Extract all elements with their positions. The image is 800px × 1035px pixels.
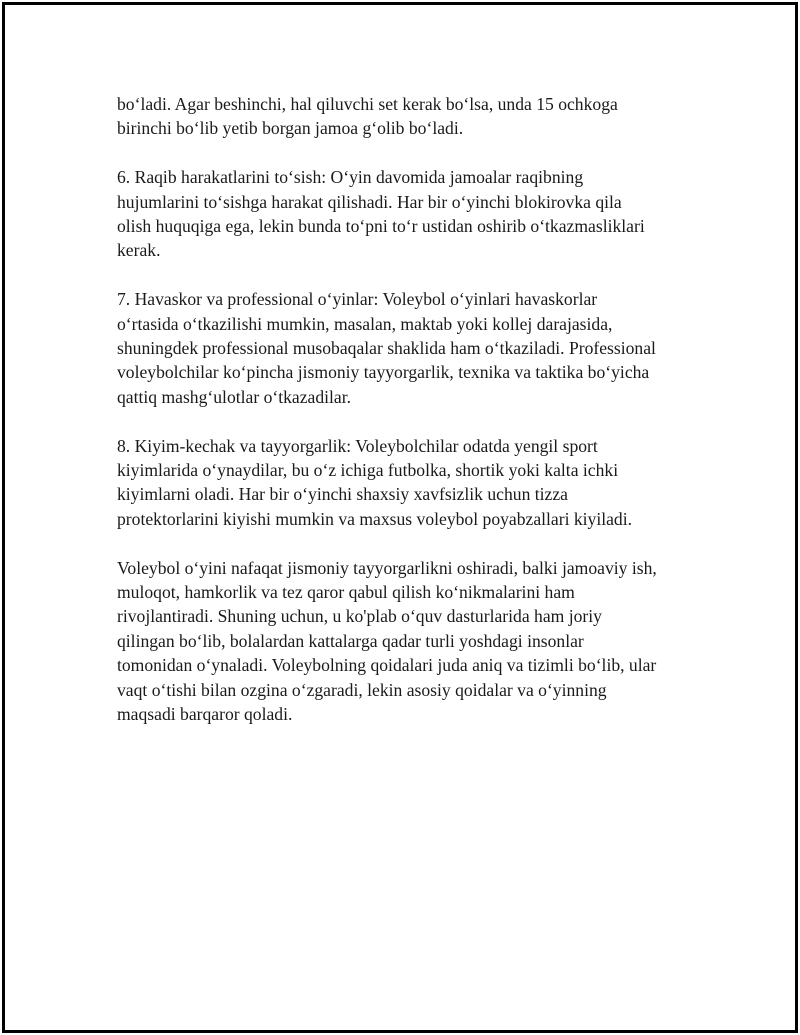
- text-line: kerak.: [117, 240, 161, 261]
- text-line: Voleybol o‘yini nafaqat jismoniy tayyorgarlikni oshiradi, balki jamoaviy ish,: [117, 557, 657, 578]
- paragraph-set-scoring: [117, 92, 692, 141]
- text-line: vaqt o‘tishi bilan ozgina o‘zgaradi, lekin asosiy qoidalar va o‘yinning: [117, 679, 607, 700]
- paragraph-blocking: [117, 165, 692, 263]
- text-line: qattiq mashg‘ulotlar o‘tkazadilar.: [117, 386, 352, 407]
- text-line: birinchi bo‘lib yetib borgan jamoa g‘olib bo‘ladi.: [117, 118, 464, 139]
- text-line: rivojlantiradi. Shuning uchun, u ko'plab o‘quv dasturlarida ham joriy: [117, 606, 602, 627]
- text-line: kiyimlarni oladi. Har bir o‘yinchi shaxsiy xavfsizlik uchun tizza: [117, 484, 568, 505]
- text-line: olish huquqiga ega, lekin bunda to‘pni to‘r ustidan oshirib o‘tkazmasliklari: [117, 216, 645, 237]
- text-line: hujumlarini to‘sishga harakat qilishadi. Har bir o‘yinchi blokirovka qila: [117, 191, 622, 212]
- text-line: tomonidan o‘ynaladi. Voleybolning qoidalari juda aniq va tizimli bo‘lib, ular: [117, 655, 657, 676]
- text-line: protektorlarini kiyishi mumkin va maxsus voleybol poyabzallari kiyiladi.: [117, 508, 633, 529]
- paragraph-clothing-preparation: [117, 434, 692, 532]
- text-line: 8. Kiyim-kechak va tayyorgarlik: Voleybolchilar odatda yengil sport: [117, 435, 598, 456]
- paragraph-amateur-professional: [117, 287, 692, 409]
- text-line: qilingan bo‘lib, bolalardan kattalarga qadar turli yoshdagi insonlar: [117, 630, 584, 651]
- text-line: 7. Havaskor va professional o‘yinlar: Voleybol o‘yinlari havaskorlar: [117, 289, 598, 310]
- text-line: kiyimlarida o‘ynaydilar, bu o‘z ichiga futbolka, shortik yoki kalta ichki: [117, 460, 619, 481]
- paragraph-conclusion: [117, 556, 692, 727]
- text-line: voleybolchilar ko‘pincha jismoniy tayyorgarlik, texnika va taktika bo‘yicha: [117, 362, 650, 383]
- text-line: maqsadi barqaror qoladi.: [117, 704, 293, 725]
- text-line: bo‘ladi. Agar beshinchi, hal qiluvchi set kerak bo‘lsa, unda 15 ochkoga: [117, 94, 618, 114]
- text-line: shuningdek professional musobaqalar shaklida ham o‘tkaziladi. Professional: [117, 338, 656, 359]
- document-body: [117, 92, 692, 751]
- text-line: 6. Raqib harakatlarini to‘sish: O‘yin davomida jamoalar raqibning: [117, 167, 584, 188]
- text-line: o‘rtasida o‘tkazilishi mumkin, masalan, maktab yoki kollej darajasida,: [117, 313, 613, 334]
- text-line: muloqot, hamkorlik va tez qaror qabul qilish ko‘nikmalarini ham: [117, 582, 575, 603]
